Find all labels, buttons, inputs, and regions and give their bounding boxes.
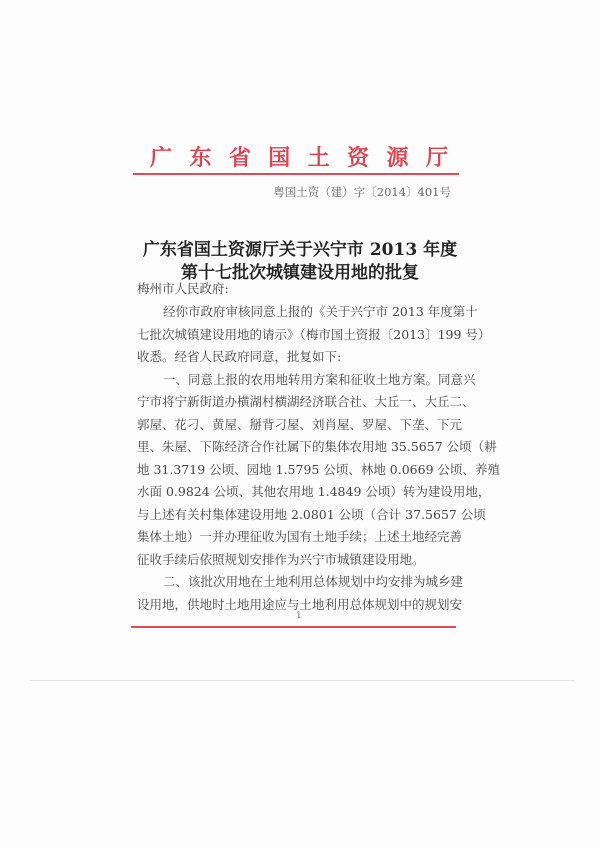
body-line: 二、该批次用地在土地利用总体规划中均安排为城乡建 [163, 574, 464, 589]
addressee: 梅州市人民政府: [137, 281, 229, 296]
document-title-line-2: 第十七批次城镇建设用地的批复 [181, 263, 419, 283]
body-line: 与上述有关村集体建设用地 2.0801 公顷（合计 37.5657 公顷 [137, 506, 486, 522]
body-line: 集体土地）一并办理征收为国有土地手续；上述土地经完善 [137, 529, 463, 544]
body-line: 一、同意上报的农用地转用方案和征收土地方案。同意兴 [163, 371, 476, 387]
page-number: 1 [296, 611, 302, 621]
body-line: 设用地，供地时土地用途应与土地利用总体规划中的规划安 [137, 596, 463, 612]
body-line: 收悉。经省人民政府同意，批复如下: [137, 349, 342, 364]
body-line: 七批次城镇建设用地的请示》（梅市国土资报〔2013〕199 号） [137, 326, 491, 342]
footer-red-rule [131, 626, 456, 628]
document-title-line-1: 广东省国土资源厅关于兴宁市 2013 年度 [142, 240, 458, 260]
body-line: 水面 0.9824 公顷、其他农用地 1.4849 公顷）转为建设用地， [137, 484, 491, 499]
document-number: 粤国土资（建）字〔2014〕401号 [273, 185, 451, 199]
body-line: 郭屋、花刁、黄屋、掰背刁屋、刘肖屋、罗屋、下垄、下元 [137, 416, 463, 432]
letterhead-organization: 广东省国土资源厅 [150, 146, 450, 171]
body-line: 里、朱屋、下陈经济合作社属下的集体农用地 35.5657 公顷（耕 [137, 439, 497, 454]
letterhead-red-rule [133, 173, 459, 175]
body-line: 地 31.3719 公顷、园地 1.5795 公顷、林地 0.0669 公顷、养殖 [137, 461, 501, 477]
body-line: 经你市政府审核同意上报的《关于兴宁市 2013 年度第十 [163, 304, 478, 319]
scan-edge-line [30, 680, 575, 681]
body-line: 宁市将宁新街道办横湖村横湖经济联合社、大丘一、大丘二、 [137, 394, 475, 409]
body-line: 征收手续后依照规划安排作为兴宁市城镇建设用地。 [137, 551, 425, 567]
